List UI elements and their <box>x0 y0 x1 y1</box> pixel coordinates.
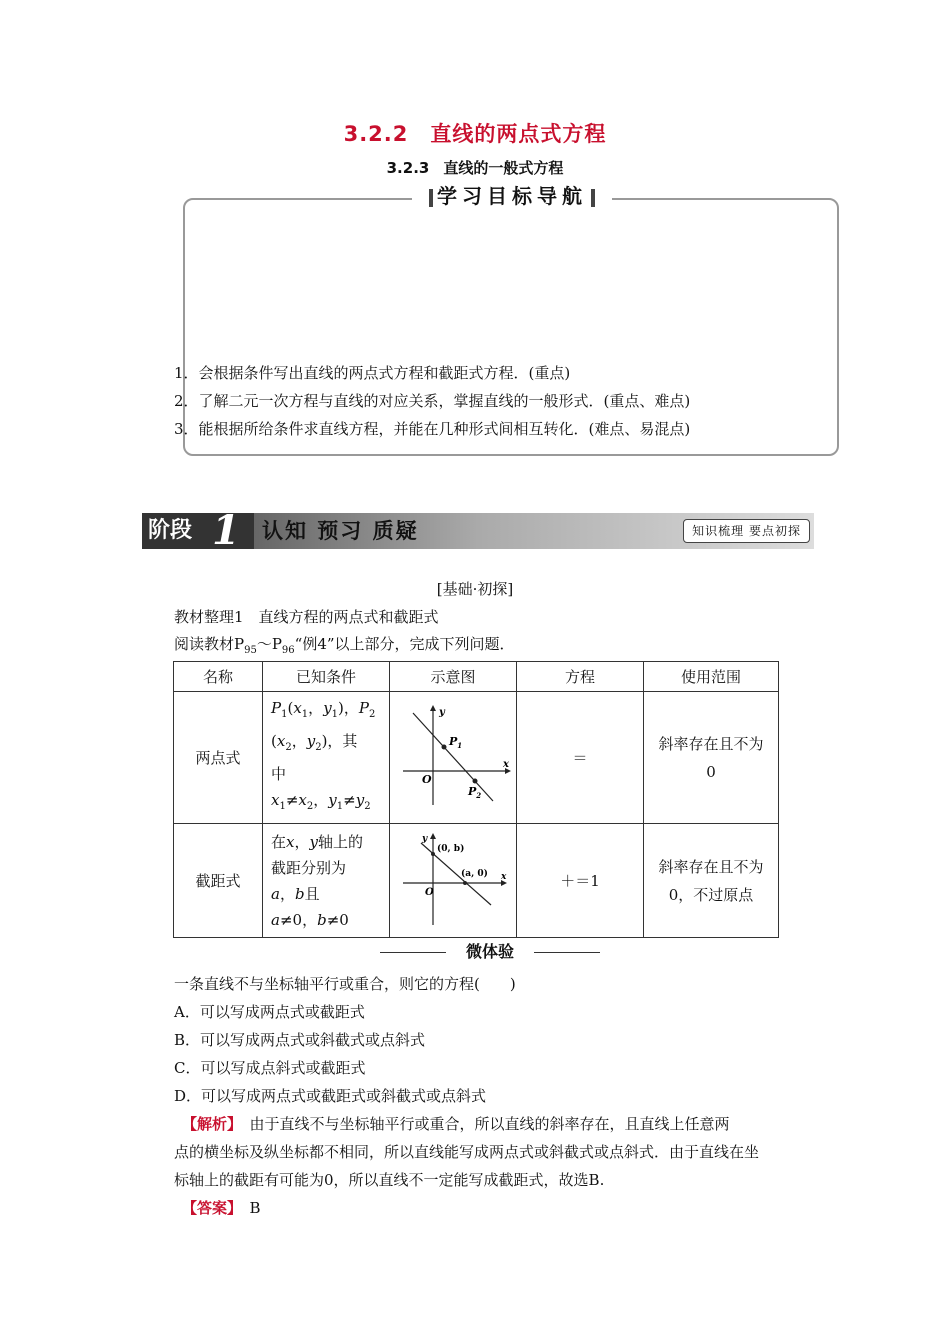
goals-box-divider-left <box>183 232 185 354</box>
p2-label: $P_2$ <box>468 784 482 800</box>
option-d: D．可以写成两点式或截距式或斜截式或点斜式 <box>174 1087 487 1105</box>
stage-number: 1 <box>212 507 240 554</box>
goals-heading-text: 学习目标导航 <box>437 184 587 208</box>
table-header: 示意图 <box>390 662 517 692</box>
subtitle-number: 3.2.3 <box>386 159 430 177</box>
goal-item: 1．会根据条件写出直线的两点式方程和截距式方程．(重点) <box>174 364 571 382</box>
heading-bar-left <box>429 189 433 207</box>
row-scope: 斜率存在且不为 0，不过原点 <box>644 824 779 938</box>
analysis-line: 【解析】 由于直线不与坐标轴平行或重合，所以直线的斜率存在，且直线上任意两 <box>182 1115 730 1133</box>
goal-item: 3．能根据所给条件求直线方程，并能在几种形式间相互转化．(难点、易混点) <box>174 420 691 438</box>
row-conditions: 在x，y轴上的 截距分别为 a，b且 a≠0，b≠0 <box>263 824 390 938</box>
row-name: 两点式 <box>174 692 263 824</box>
y-intercept-label: (0, b) <box>437 843 465 854</box>
stage-title: 认知 预习 质疑 <box>262 519 419 543</box>
row-name: 截距式 <box>174 824 263 938</box>
answer-label: 【答案】 <box>182 1199 235 1217</box>
y-axis-label: y <box>439 706 445 718</box>
x-axis-label: x <box>503 758 509 770</box>
goal-item: 2．了解二元一次方程与直线的对应关系，掌握直线的一般形式．(重点、难点) <box>174 392 691 410</box>
row-equation: ＝ <box>517 692 644 824</box>
table-header: 名称 <box>174 662 263 692</box>
goals-heading <box>412 180 612 212</box>
heading-bar-right <box>591 189 595 207</box>
micro-heading <box>380 940 600 964</box>
section-tag: [基础·初探] <box>436 580 514 598</box>
option-a: A．可以写成两点式或截距式 <box>174 1003 365 1021</box>
table-header: 使用范围 <box>644 662 779 692</box>
material-title: 教材整理1 直线方程的两点式和截距式 <box>174 608 439 626</box>
row-equation: ＋＝1 <box>517 824 644 938</box>
analysis-line: 点的横坐标及纵坐标都不相同，所以直线能写成两点式或斜截式或点斜式．由于直线在坐 <box>174 1143 760 1161</box>
question-stem: 一条直线不与坐标轴平行或重合，则它的方程( ) <box>174 975 516 993</box>
row-scope: 斜率存在且不为 0 <box>644 692 779 824</box>
table-row <box>174 824 779 938</box>
row-figure <box>390 824 517 938</box>
goals-box-divider-right <box>837 232 839 354</box>
table-header: 已知条件 <box>263 662 390 692</box>
subtitle-text: 直线的一般式方程 <box>443 159 564 177</box>
stage-banner <box>142 507 814 554</box>
row-figure <box>390 692 517 824</box>
table-header: 方程 <box>517 662 644 692</box>
page-title <box>0 118 950 148</box>
origin-label: O <box>425 886 434 898</box>
table-row <box>174 692 779 824</box>
y-axis-label: y <box>422 833 428 844</box>
stage-tag: 知识梳理 要点初探 <box>683 519 810 543</box>
page-subtitle <box>0 157 950 178</box>
answer-value: B <box>249 1199 261 1217</box>
micro-line-right <box>534 952 600 953</box>
option-c: C．可以写成点斜式或截距式 <box>174 1059 366 1077</box>
x-intercept-label: (a, 0) <box>461 868 488 879</box>
analysis-label: 【解析】 <box>182 1115 235 1133</box>
title-text: 直线的两点式方程 <box>430 122 607 146</box>
origin-label: O <box>422 772 432 786</box>
title-number: 3.2.2 <box>343 122 409 146</box>
two-point-line-figure <box>393 701 513 811</box>
micro-heading-text: 微体验 <box>465 942 514 961</box>
formula-table <box>173 661 779 938</box>
answer-line <box>182 1197 261 1218</box>
reading-instruction: 阅读教材$P_{95}\sim P_{96}“$例4”以上部分，完成下列问题． <box>174 635 515 656</box>
intercept-line-figure <box>393 829 513 929</box>
analysis-line: 标轴上的截距有可能为0，所以直线不一定能写成截距式，故选B. <box>174 1171 605 1189</box>
stage-label: 阶段 <box>142 513 254 549</box>
row-conditions: $P_1(x_1$，$y_1$)，$P_2$ ($x_2$，$y_2$)，其 中 $x_1\ne x_2$，$y_1\ne y_2$ <box>263 692 390 824</box>
option-b: B．可以写成两点式或斜截式或点斜式 <box>174 1031 426 1049</box>
x-axis-label: x <box>501 871 507 882</box>
p1-label: $P_1$ <box>449 734 463 750</box>
micro-line-left <box>380 952 446 953</box>
